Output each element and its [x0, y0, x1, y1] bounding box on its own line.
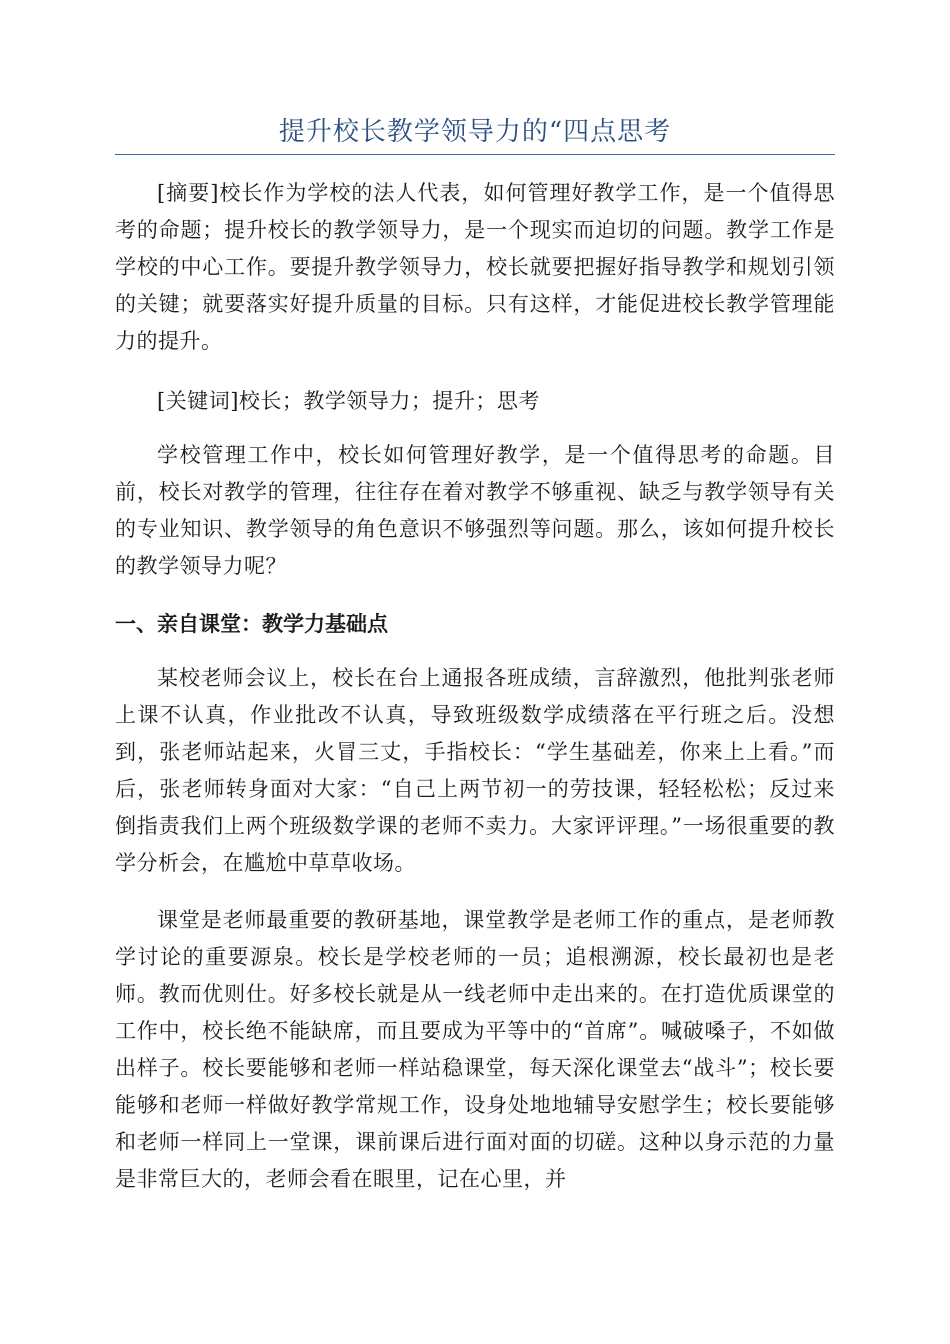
section-paragraph: 某校老师会议上，校长在台上通报各班成绩，言辞激烈，他批判张老师上课不认真，作业批改不认真，导致班级数学成绩落在平行班之后。没想到，张老师站起来，火冒三丈，手指校长：“学生基础差，你来上上看。”而后，张老师转身面对大家：“自己上两节初一的劳技课，轻轻松松；反过来倒指责我们上两个班级数学课的老师不卖力。大家评评理。”一场很重要的教学分析会，在尴尬中草草收场。 [115, 666, 835, 875]
abstract-block [115, 175, 835, 360]
section-heading: 一、亲自课堂：教学力基础点 [115, 612, 388, 636]
section-paragraph: 课堂是老师最重要的教研基地，课堂教学是老师工作的重点，是老师教学讨论的重要源泉。校长是学校老师的一员；追根溯源，校长最初也是老师。教而优则仕。好多校长就是从一线老师中走出来的。在打造优质课堂的工作中，校长绝不能缺席，而且要成为平等中的“首席”。喊破嗓子，不如做出样子。校长要能够和老师一样站稳课堂，每天深化课堂去“战斗”；校长要能够和老师一样做好教学常规工作，设身处地地辅导安慰学生；校长要能够和老师一样同上一堂课，课前课后进行面对面的切磋。这种以身示范的力量是非常巨大的，老师会看在眼里，记在心里，并 [115, 908, 835, 1191]
keywords-block [115, 383, 835, 420]
intro-block [115, 437, 835, 585]
section1-para2-block [115, 902, 835, 1198]
section1-para1-block [115, 660, 835, 882]
title-underline [115, 154, 835, 155]
intro-paragraph: 学校管理工作中，校长如何管理好教学，是一个值得思考的命题。目前，校长对教学的管理，往往存在着对教学不够重视、缺乏与教学领导有关的专业知识、教学领导的角色意识不够强烈等问题。那么，该如何提升校长的教学领导力呢？ [115, 443, 835, 578]
document-title: 提升校长教学领导力的“四点思考 [278, 117, 672, 147]
abstract-paragraph: [摘要]校长作为学校的法人代表，如何管理好教学工作，是一个值得思考的命题；提升校长的教学领导力，是一个现实而迫切的问题。教学工作是学校的中心工作。要提升教学领导力，校长就要把握好指导教学和规划引领的关键；就要落实好提升质量的目标。只有这样，才能促进校长教学管理能力的提升。 [115, 181, 835, 353]
keywords-paragraph: [关键词]校长；教学领导力；提升；思考 [157, 389, 540, 413]
